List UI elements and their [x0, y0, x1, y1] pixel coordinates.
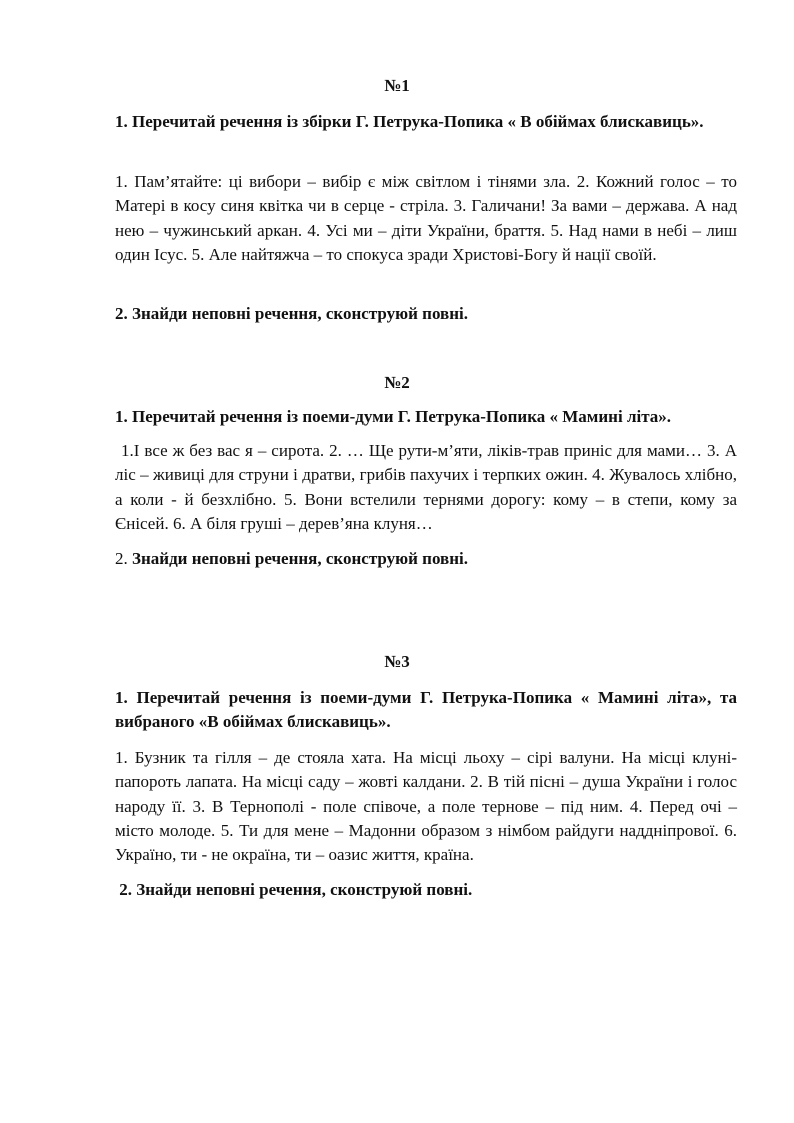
- section-3-heading: №3: [384, 652, 410, 671]
- section-3-sentences: 1. Бузник та гілля – де стояла хата. На місці льоху – сірі валуни. На місці клуні- папороть лапата. На місці саду – жовті калдани. 2. В тій пісні – душа України і голос народу її. 3. В Тернополі - поле співоче, а поле тернове – під ним. 4. Перед очі – місто молоде. 5. Ти для мене – Мадонни образом з німбом райдуги наддніпрової. 6. Україно, ти - не окраїна, ти – оазис життя, країна.: [115, 748, 737, 865]
- section-2-task-2: [115, 548, 737, 570]
- section-2-task-2-number: 2.: [115, 549, 128, 568]
- section-3-task-2: 2. Знайди неповні речення, сконструюй повні.: [115, 880, 473, 899]
- section-2-heading: №2: [384, 373, 410, 392]
- section-3-task-1: 1. Перечитай речення із поеми-думи Г. Петрука-Попика « Мамині літа», та вибраного «В обіймах блискавиць».: [115, 688, 737, 731]
- section-2-sentences: 1.І все ж без вас я – сирота. 2. … Ще рути-м’яти, ліків-трав приніс для мами… 3. А ліс – живиці для струни і дратви, грибів пахучих і терпких ожин. 4. Жувалось хлібно, а коли - й безхлібно. 5. Вони встелили тернями дорогу: кому – в степи, кому за Єнісей. 6. А біля груші – дерев’яна клуня…: [115, 441, 737, 533]
- section-1-sentences: 1. Пам’ятайте: ці вибори – вибір є між світлом і тінями зла. 2. Кожний голос – то Матері в косу синя квітка чи в серце - стріла. 3. Галичани! За вами – держава. А над нею – чужинський аркан. 4. Усі ми – діти України, браття. 5. Над нами в небі – лиш один Ісус. 5. Але найтяжча – то спокуса зради Христові-Богу й нації своїй.: [115, 172, 737, 264]
- section-1-task-2: 2. Знайди неповні речення, сконструюй повні.: [115, 304, 468, 323]
- section-2-task-2-text: Знайди неповні речення, сконструюй повні.: [132, 549, 468, 568]
- section-2-task-1: 1. Перечитай речення із поеми-думи Г. Петрука-Попика « Мамині літа».: [115, 407, 672, 426]
- section-1-heading: №1: [384, 76, 410, 95]
- section-1-task-1: 1. Перечитай речення із збірки Г. Петрука-Попика « В обіймах блискавиць».: [115, 112, 704, 131]
